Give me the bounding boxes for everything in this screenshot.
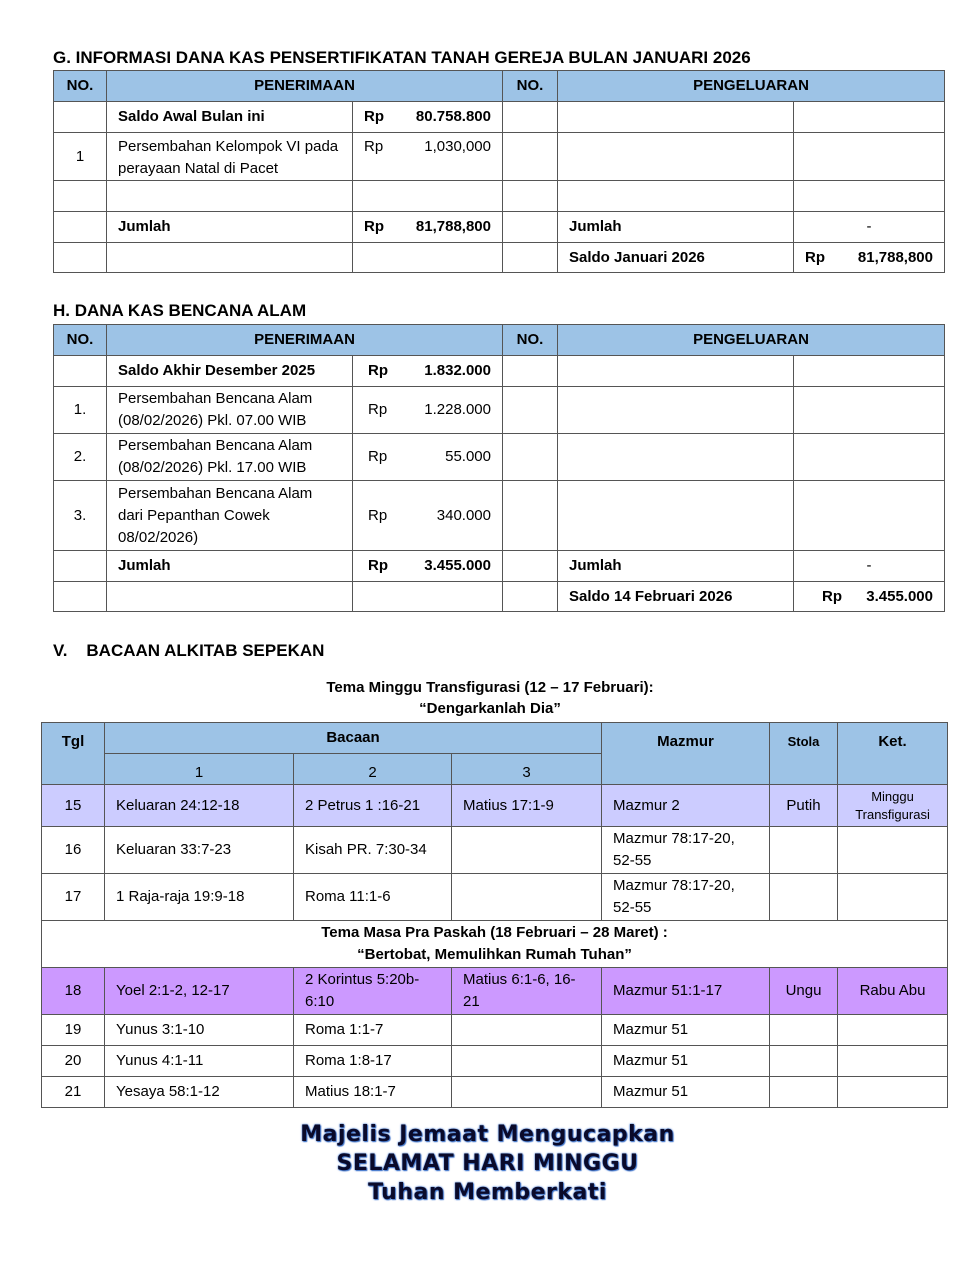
currency-label: Rp	[822, 587, 842, 605]
row-desc: Saldo Awal Bulan ini	[107, 102, 353, 133]
pengeluaran-jumlah-label: Jumlah	[558, 551, 794, 582]
header-no: NO.	[503, 325, 558, 356]
table-row-jumlah	[54, 551, 945, 582]
bacaan-1: Yesaya 58:1-12	[105, 1077, 294, 1108]
amount: 1.832.000	[424, 362, 491, 379]
bacaan-1: Yunus 3:1-10	[105, 1015, 294, 1046]
table-row-saldo	[54, 243, 945, 273]
table-row	[42, 1077, 948, 1108]
mazmur: Mazmur 2	[602, 785, 770, 827]
bacaan-1: Yunus 4:1-11	[105, 1046, 294, 1077]
saldo-label: Saldo 14 Februari 2026	[558, 582, 794, 612]
tgl: 19	[42, 1015, 105, 1046]
stola: Putih	[770, 785, 838, 827]
table-row	[42, 1046, 948, 1077]
tgl: 21	[42, 1077, 105, 1108]
table-row-jumlah	[54, 212, 945, 243]
mazmur: Mazmur 51	[602, 1077, 770, 1108]
bacaan-2: 2 Petrus 1 :16-21	[294, 785, 452, 827]
header-no: NO.	[503, 71, 558, 102]
closing-line-1: Majelis Jemaat Mengucapkan	[300, 1122, 675, 1147]
table-row	[42, 785, 948, 827]
amount: 1.228.000	[424, 401, 491, 418]
row-no: 2.	[54, 434, 107, 481]
saldo-amount: 3.455.000	[866, 587, 933, 605]
pengeluaran-jumlah-label: Jumlah	[558, 212, 794, 243]
currency-label: Rp	[805, 248, 825, 266]
mazmur: Mazmur 51	[602, 1015, 770, 1046]
currency-label: Rp	[368, 362, 388, 379]
table-row	[54, 387, 945, 434]
tgl: 16	[42, 827, 105, 874]
currency-label: Rp	[368, 506, 388, 524]
row-desc: Persembahan Bencana Alam (08/02/2026) Pkl. 17.00 WIB	[107, 434, 353, 481]
bacaan-3	[452, 1015, 602, 1046]
header-bacaan-2: 2	[294, 754, 452, 785]
saldo-label: Saldo Januari 2026	[558, 243, 794, 273]
table-dana-pensertifikatan	[53, 70, 945, 273]
section-v-title: V. BACAAN ALKITAB SEPEKAN	[53, 641, 325, 660]
mazmur: Mazmur 78:17-20, 52-55	[602, 827, 770, 874]
bacaan-3: Matius 17:1-9	[452, 785, 602, 827]
table-row	[42, 1015, 948, 1046]
closing-line-3: Tuhan Memberkati	[368, 1180, 607, 1205]
ket	[838, 1015, 948, 1046]
stola	[770, 1046, 838, 1077]
closing-greeting	[0, 1120, 975, 1207]
ket: Rabu Abu	[838, 968, 948, 1015]
section-h-title: H. DANA KAS BENCANA ALAM	[53, 301, 307, 320]
row-no: 1	[54, 133, 107, 181]
bacaan-2: Kisah PR. 7:30-34	[294, 827, 452, 874]
table-row-saldo	[54, 582, 945, 612]
section-g-title: G. INFORMASI DANA KAS PENSERTIFIKATAN TANAH GEREJA BULAN JANUARI 2026	[53, 48, 751, 67]
closing-line-2: SELAMAT HARI MINGGU	[336, 1151, 639, 1176]
mazmur: Mazmur 78:17-20, 52-55	[602, 874, 770, 921]
ket	[838, 827, 948, 874]
header-pengeluaran: PENGELUARAN	[558, 71, 945, 102]
tgl: 20	[42, 1046, 105, 1077]
ket: Minggu Transfigurasi	[838, 785, 948, 827]
ket	[838, 1046, 948, 1077]
jumlah-label: Jumlah	[107, 212, 353, 243]
row-desc: Persembahan Kelompok VI pada perayaan Natal di Pacet	[107, 133, 353, 181]
bacaan-3: Matius 6:1-6, 16-21	[452, 968, 602, 1015]
bacaan-3	[452, 874, 602, 921]
header-bacaan-3: 3	[452, 754, 602, 785]
row-no	[54, 102, 107, 133]
table-bacaan-alkitab	[41, 722, 948, 1108]
theme-motto: “Bertobat, Memulihkan Rumah Tuhan”	[357, 946, 632, 963]
bacaan-1: Keluaran 33:7-23	[105, 827, 294, 874]
ket	[838, 874, 948, 921]
theme-transfigurasi	[240, 677, 740, 719]
table-row	[54, 102, 945, 133]
pengeluaran-jumlah-value: -	[794, 212, 945, 243]
amount: 340.000	[436, 506, 491, 524]
theme-title: Tema Minggu Transfigurasi (12 – 17 Februari):	[326, 679, 654, 696]
row-no: 3.	[54, 481, 107, 551]
stola	[770, 1015, 838, 1046]
bacaan-2: Matius 18:1-7	[294, 1077, 452, 1108]
header-pengeluaran: PENGELUARAN	[558, 325, 945, 356]
tgl: 17	[42, 874, 105, 921]
table-row	[42, 874, 948, 921]
amount: 55.000	[445, 448, 491, 465]
header-bacaan-1: 1	[105, 754, 294, 785]
bacaan-3	[452, 1077, 602, 1108]
tgl: 18	[42, 968, 105, 1015]
bacaan-2: Roma 1:1-7	[294, 1015, 452, 1046]
currency-label: Rp	[364, 218, 384, 235]
stola	[770, 874, 838, 921]
row-desc: Persembahan Bencana Alam (08/02/2026) Pkl. 07.00 WIB	[107, 387, 353, 434]
tgl: 15	[42, 785, 105, 827]
currency-label: Rp	[368, 401, 388, 418]
mazmur: Mazmur 51:1-17	[602, 968, 770, 1015]
table-row	[42, 968, 948, 1015]
header-bacaan: Bacaan	[105, 723, 602, 754]
amount: 80.758.800	[415, 108, 491, 125]
stola: Ungu	[770, 968, 838, 1015]
theme-motto: “Dengarkanlah Dia”	[419, 700, 561, 717]
bacaan-2: Roma 1:8-17	[294, 1046, 452, 1077]
ket	[838, 1077, 948, 1108]
header-mazmur: Mazmur	[602, 723, 770, 785]
row-no: 1.	[54, 387, 107, 434]
pengeluaran-jumlah-value: -	[794, 551, 945, 582]
table-row	[54, 356, 945, 387]
header-no: NO.	[54, 325, 107, 356]
row-no	[54, 356, 107, 387]
header-penerimaan: PENERIMAAN	[107, 325, 503, 356]
jumlah-amount: 3.455.000	[424, 557, 491, 574]
currency-label: Rp	[364, 108, 384, 125]
bacaan-2: 2 Korintus 5:20b-6:10	[294, 968, 452, 1015]
bacaan-3	[452, 827, 602, 874]
currency-label: Rp	[368, 557, 388, 574]
table-row	[54, 481, 945, 551]
amount: 1,030,000	[424, 138, 491, 155]
theme-title: Tema Masa Pra Paskah (18 Februari – 28 Maret) :	[321, 924, 668, 941]
header-stola: Stola	[770, 723, 838, 785]
saldo-amount: 81,788,800	[857, 248, 933, 266]
currency-label: Rp	[364, 138, 384, 155]
header-tgl: Tgl	[42, 723, 105, 785]
bacaan-1: 1 Raja-raja 19:9-18	[105, 874, 294, 921]
bacaan-1: Keluaran 24:12-18	[105, 785, 294, 827]
table-row-empty	[54, 181, 945, 212]
table-row	[42, 827, 948, 874]
theme-row-pra-paskah	[42, 921, 948, 968]
stola	[770, 1077, 838, 1108]
stola	[770, 827, 838, 874]
jumlah-amount: 81,788,800	[415, 218, 491, 235]
jumlah-label: Jumlah	[107, 551, 353, 582]
table-row	[54, 133, 945, 181]
table-dana-bencana-alam	[53, 324, 945, 612]
header-no: NO.	[54, 71, 107, 102]
table-row	[54, 434, 945, 481]
bacaan-3	[452, 1046, 602, 1077]
row-desc: Persembahan Bencana Alam dari Pepanthan Cowek 08/02/2026)	[107, 481, 353, 551]
currency-label: Rp	[368, 448, 388, 465]
mazmur: Mazmur 51	[602, 1046, 770, 1077]
bacaan-1: Yoel 2:1-2, 12-17	[105, 968, 294, 1015]
bacaan-2: Roma 11:1-6	[294, 874, 452, 921]
header-ket: Ket.	[838, 723, 948, 785]
header-penerimaan: PENERIMAAN	[107, 71, 503, 102]
row-desc: Saldo Akhir Desember 2025	[107, 356, 353, 387]
